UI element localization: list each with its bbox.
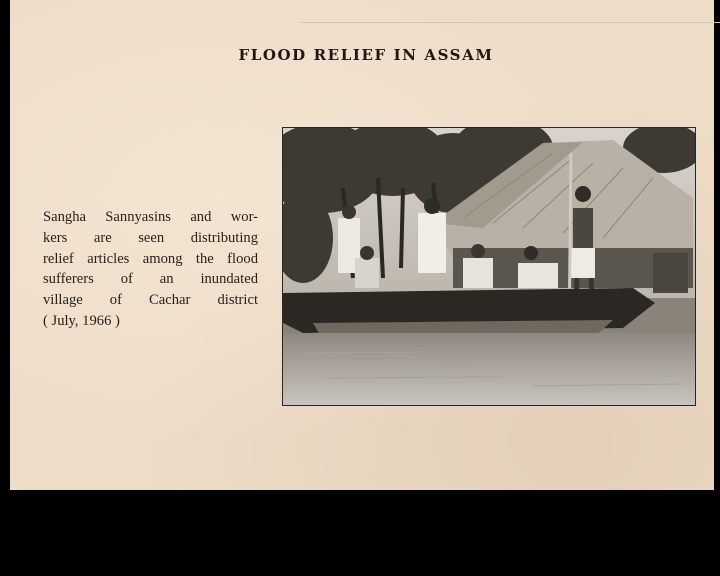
photo-illustration	[283, 128, 695, 405]
caption-line: sufferers of an inundated	[43, 271, 258, 288]
caption-line: ( July, 1966 )	[43, 312, 120, 329]
page-title-text: FLOOD RELIEF IN ASSAM	[238, 46, 494, 64]
caption-line: relief articles among the flood	[43, 250, 258, 267]
flood-relief-photo	[282, 127, 696, 406]
caption-line: kers are seen distributing	[43, 229, 258, 246]
page-title	[10, 46, 720, 64]
top-rule	[300, 22, 720, 23]
magazine-page	[10, 0, 714, 490]
photo-caption	[43, 207, 258, 332]
caption-line: Sangha Sannyasins and wor-	[43, 209, 258, 225]
floodwater	[283, 333, 695, 405]
caption-line: village of Cachar district	[43, 292, 258, 309]
